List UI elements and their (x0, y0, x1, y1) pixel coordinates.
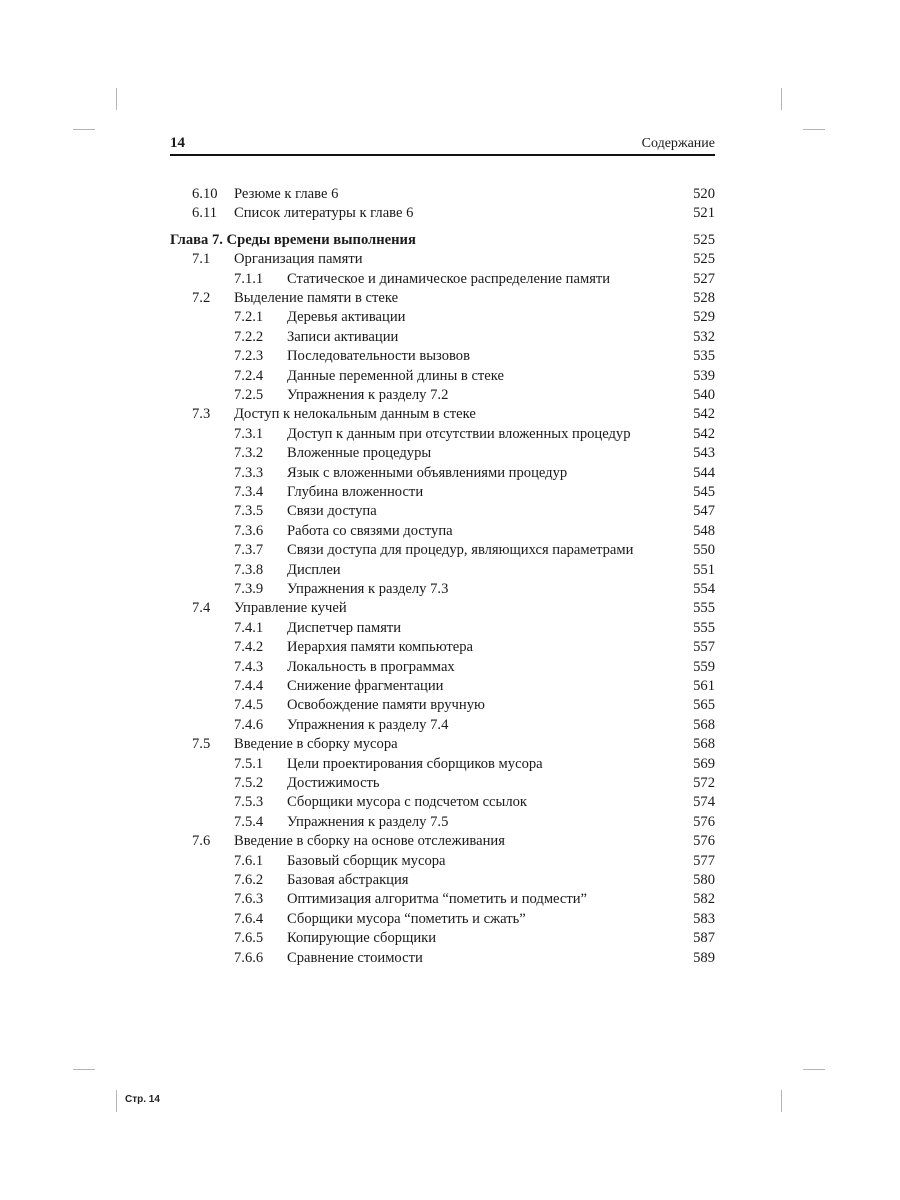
toc-row (170, 774, 715, 793)
toc-row (170, 677, 715, 696)
toc-row (170, 852, 715, 871)
toc-entry-title: Доступ к нелокальным данным в стеке (234, 406, 476, 423)
toc-row (170, 444, 715, 463)
toc-entry-title: Упражнения к разделу 7.2 (287, 387, 449, 403)
toc-entry-page: 555 (693, 619, 715, 636)
toc-entry-page: 555 (693, 600, 715, 617)
toc-row (170, 289, 715, 308)
toc-row (170, 328, 715, 347)
toc-entry-page: 543 (693, 445, 715, 462)
toc-entry-number: 7.1.1 (234, 270, 264, 287)
toc-entry-number: 7.4.2 (234, 639, 264, 656)
toc-row (170, 735, 715, 754)
toc-entry-page: 582 (693, 891, 715, 908)
toc-entry-number: 7.2 (192, 290, 211, 306)
toc-entry-number: 7.5 (192, 736, 211, 753)
toc-entry-page: 572 (693, 775, 715, 791)
toc-entry-title: Глубина вложенности (287, 484, 424, 500)
toc-entry-page: 554 (693, 581, 715, 597)
toc-row (170, 716, 715, 735)
crop-mark-right-lower (803, 1069, 825, 1070)
toc-entry-title: Связи доступа (287, 503, 377, 520)
toc-entry-title: Последовательности вызовов (287, 348, 470, 365)
toc-row (170, 658, 715, 677)
toc-entry-number: 7.6.4 (234, 910, 264, 927)
toc-entry-number: 7.6.2 (234, 872, 264, 888)
toc-entry-page: 557 (693, 639, 715, 656)
toc-row (170, 308, 715, 327)
toc-entry-number: 7.3.9 (234, 581, 264, 597)
toc-entry-title: Оптимизация алгоритма “пометить и подмести” (287, 891, 588, 908)
toc-entry-page: 551 (693, 561, 715, 578)
toc-entry-number: 7.6.5 (234, 930, 264, 947)
crop-mark-top-right (781, 88, 782, 110)
toc-row (170, 599, 715, 618)
crop-mark-left-upper (73, 129, 95, 130)
header-rule (170, 154, 715, 156)
toc-entry-number: 7.3.6 (234, 522, 264, 539)
toc-entry-title: Список литературы к главе 6 (234, 205, 414, 222)
toc-entry-page: 569 (693, 755, 715, 772)
toc-row (170, 696, 715, 715)
toc-entry-page: 527 (693, 270, 715, 287)
toc-entry-page: 565 (693, 697, 715, 714)
toc-entry-number: 7.5.2 (234, 775, 264, 791)
toc-entry-number: 7.5.3 (234, 794, 264, 811)
toc-row (170, 561, 715, 580)
toc-entry-number: 7.4.1 (234, 619, 264, 636)
toc-entry-page: 568 (693, 716, 715, 733)
toc-entry-number: 7.6.3 (234, 891, 264, 908)
toc-entry-title: Управление кучей (234, 600, 347, 617)
crop-mark-left-lower (73, 1069, 95, 1070)
toc-row (170, 910, 715, 929)
toc-entry-title: Вложенные процедуры (287, 445, 432, 462)
toc-entry-page: 540 (693, 387, 715, 403)
toc-row (170, 502, 715, 521)
toc-entry-title: Данные переменной длины в стеке (287, 367, 504, 384)
toc-row (170, 483, 715, 502)
toc-row (170, 619, 715, 638)
toc-entry-page: 574 (693, 794, 715, 811)
toc-entry-title: Снижение фрагментации (287, 678, 444, 694)
crop-mark-bottom-right (781, 1090, 782, 1112)
toc-entry-page: 577 (693, 852, 715, 869)
toc-entry-title: Копирующие сборщики (287, 930, 437, 947)
toc-entry-title: Базовый сборщик мусора (287, 852, 446, 869)
toc-entry-number: 7.4.6 (234, 716, 264, 733)
toc-entry-page: 525 (693, 251, 715, 268)
toc-entry-title: Дисплеи (287, 561, 341, 578)
toc-row (170, 270, 715, 289)
toc-entry-page: 568 (693, 736, 715, 753)
toc-row (170, 890, 715, 909)
toc-entry-page: 532 (693, 328, 715, 345)
toc-entry-title: Освобождение памяти вручную (287, 697, 485, 714)
toc-entry-number: 7.3.8 (234, 561, 264, 578)
toc-entry-number: 6.11 (192, 205, 217, 222)
toc-row (170, 580, 715, 599)
toc-row (170, 347, 715, 366)
toc-row (170, 405, 715, 424)
toc-entry-page: 550 (693, 542, 715, 559)
footer-page-label: Стр. 14 (125, 1094, 160, 1105)
toc-row (170, 871, 715, 890)
toc-entry-number: 6.10 (192, 186, 218, 202)
toc-entry-page: 583 (693, 910, 715, 927)
toc-entry-title: Цели проектирования сборщиков мусора (287, 755, 543, 772)
toc-entry-title: Статическое и динамическое распределение памяти (287, 270, 611, 287)
toc-entry-page: 548 (693, 522, 715, 539)
toc-entry-title: Сборщики мусора “пометить и сжать” (287, 910, 526, 927)
toc-entry-title: Иерархия памяти компьютера (287, 639, 474, 656)
toc-entry-title: Локальность в программах (287, 658, 455, 675)
toc-entry-title: Резюме к главе 6 (234, 186, 339, 202)
toc-row (170, 755, 715, 774)
toc-entry-page: 547 (693, 503, 715, 520)
page-number: 14 (170, 135, 185, 151)
section-title: Содержание (641, 136, 715, 151)
toc-entry-page: 544 (693, 464, 715, 481)
running-header (170, 135, 715, 155)
toc-chapter-row (170, 231, 715, 250)
toc-entry-title: Доступ к данным при отсутствии вложенных процедур (287, 425, 631, 442)
toc-row (170, 638, 715, 657)
toc-entry-title: Выделение памяти в стеке (234, 290, 399, 306)
toc-entry-page: 561 (693, 678, 715, 694)
toc-row (170, 929, 715, 948)
crop-mark-right-upper (803, 129, 825, 130)
toc-entry-number: 7.6.6 (234, 949, 264, 966)
toc-entry-number: 7.1 (192, 251, 211, 268)
toc-entry-title: Упражнения к разделу 7.3 (287, 581, 449, 597)
toc-row (170, 386, 715, 405)
crop-mark-top-left (116, 88, 117, 110)
toc-entry-title: Глава 7. Среды времени выполнения (170, 231, 416, 248)
toc-row (170, 813, 715, 832)
toc-entry-page: 542 (693, 406, 715, 423)
toc-entry-number: 7.3.5 (234, 503, 264, 520)
toc-entry-page: 542 (693, 425, 715, 442)
toc-entry-number: 7.2.5 (234, 387, 264, 403)
toc-entry-title: Язык с вложенными объявлениями процедур (287, 464, 568, 481)
toc-entry-page: 580 (693, 872, 715, 888)
toc-entry-number: 7.3.7 (234, 542, 264, 559)
toc-entry-title: Сравнение стоимости (287, 949, 423, 966)
toc-entry-page: 576 (693, 813, 715, 830)
toc-row (170, 204, 715, 223)
toc-entry-page: 535 (693, 348, 715, 365)
toc-entry-page: 587 (693, 930, 715, 947)
toc-entry-number: 7.6.1 (234, 852, 264, 869)
toc-row (170, 250, 715, 269)
toc-entry-page: 545 (693, 484, 715, 500)
toc-entry-page: 576 (693, 833, 715, 850)
toc-entry-page: 520 (693, 186, 715, 202)
toc-entry-number: 7.4 (192, 600, 211, 617)
toc-entry-number: 7.5.1 (234, 755, 264, 772)
toc-entry-title: Введение в сборку мусора (234, 736, 398, 753)
toc-row (170, 425, 715, 444)
toc-entry-title: Базовая абстракция (287, 872, 409, 888)
toc-row (170, 949, 715, 968)
toc-entry-number: 7.2.1 (234, 309, 264, 326)
toc-row (170, 367, 715, 386)
toc-entry-title: Диспетчер памяти (287, 619, 402, 636)
toc-entry-number: 7.5.4 (234, 813, 264, 830)
toc-entry-number: 7.3.1 (234, 425, 264, 442)
toc-entry-number: 7.4.5 (234, 697, 264, 714)
toc-entry-number: 7.2.4 (234, 367, 264, 384)
toc-entry-title: Достижимость (287, 775, 380, 791)
toc-entry-title: Введение в сборку на основе отслеживания (234, 833, 505, 850)
crop-mark-bottom-left (116, 1090, 117, 1112)
toc-entry-number: 7.2.3 (234, 348, 264, 365)
toc-row (170, 541, 715, 560)
toc-row (170, 793, 715, 812)
toc-entry-number: 7.3.4 (234, 484, 264, 500)
toc-entry-title: Работа со связями доступа (287, 522, 453, 539)
toc-entry-title: Упражнения к разделу 7.5 (287, 813, 449, 830)
toc-entry-page: 559 (693, 658, 715, 675)
toc-entry-title: Упражнения к разделу 7.4 (287, 716, 449, 733)
toc-row (170, 185, 715, 204)
toc-entry-number: 7.2.2 (234, 328, 264, 345)
toc-entry-number: 7.4.3 (234, 658, 264, 675)
toc-entry-number: 7.4.4 (234, 678, 264, 694)
toc-entry-number: 7.6 (192, 833, 211, 850)
toc-entry-title: Организация памяти (234, 251, 363, 268)
toc-entry-page: 589 (693, 949, 715, 966)
toc-entry-title: Сборщики мусора с подсчетом ссылок (287, 794, 528, 811)
toc-entry-title: Связи доступа для процедур, являющихся параметрами (287, 542, 634, 559)
toc-entry-page: 521 (693, 205, 715, 222)
toc-entry-number: 7.3 (192, 406, 211, 423)
toc-entry-page: 529 (693, 309, 715, 326)
toc-row (170, 522, 715, 541)
toc-entry-title: Деревья активации (287, 309, 406, 326)
toc-row (170, 832, 715, 851)
toc-entry-number: 7.3.3 (234, 464, 264, 481)
toc-entry-title: Записи активации (287, 328, 399, 345)
toc-entry-page: 528 (693, 290, 715, 306)
toc-entry-page: 539 (693, 367, 715, 384)
toc-entry-page: 525 (693, 231, 715, 248)
toc-entry-number: 7.3.2 (234, 445, 264, 462)
toc-row (170, 464, 715, 483)
